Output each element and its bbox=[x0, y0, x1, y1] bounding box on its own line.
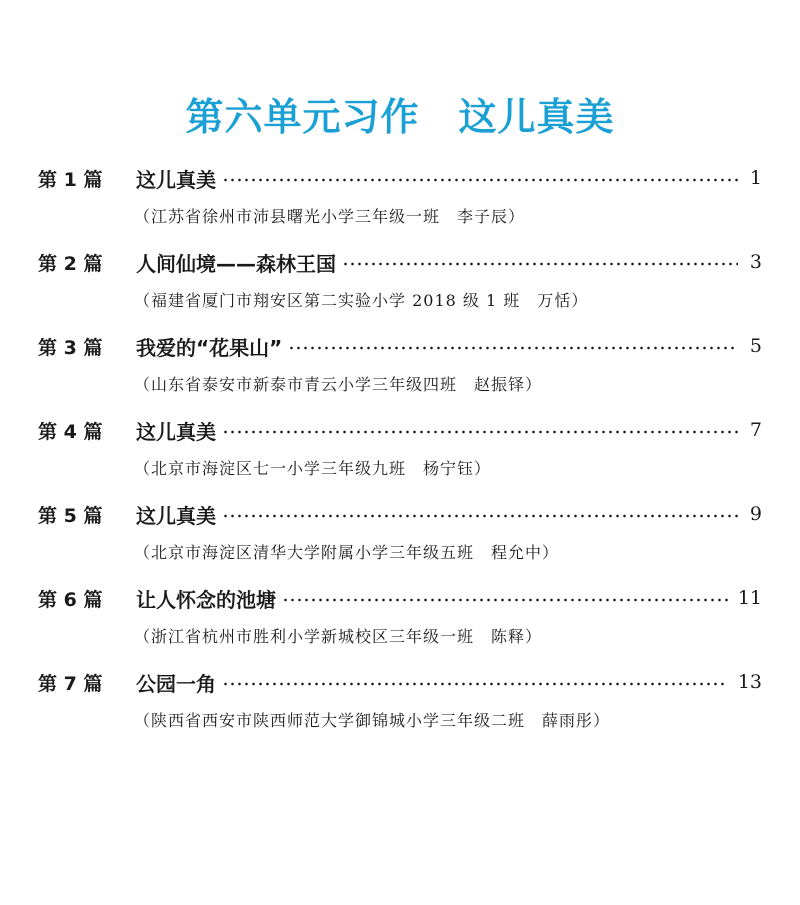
entry-label: 第 2 篇 bbox=[38, 252, 103, 275]
entry-label: 第 7 篇 bbox=[38, 672, 103, 695]
toc-entry-6[interactable] bbox=[0, 580, 800, 664]
entry-author: （浙江省杭州市胜利小学新城校区三年级一班 陈释） bbox=[134, 627, 543, 646]
entry-page-number: 13 bbox=[737, 671, 762, 693]
dot-leader bbox=[342, 262, 738, 266]
toc-entry-7[interactable] bbox=[0, 664, 800, 748]
toc-entry-4[interactable] bbox=[0, 412, 800, 496]
dot-leader bbox=[282, 598, 728, 602]
dot-leader bbox=[222, 178, 738, 182]
toc-entry-2[interactable] bbox=[0, 244, 800, 328]
entry-page-number: 1 bbox=[749, 167, 762, 189]
entry-title[interactable]: 让人怀念的池塘 bbox=[136, 587, 276, 612]
dot-leader bbox=[222, 682, 728, 686]
toc-entry-line bbox=[38, 328, 762, 364]
entry-page-number: 7 bbox=[749, 419, 762, 441]
entry-author: （陕西省西安市陕西师范大学御锦城小学三年级二班 薛雨彤） bbox=[134, 711, 611, 730]
entry-label: 第 4 篇 bbox=[38, 420, 103, 443]
entry-page-number: 5 bbox=[749, 335, 762, 357]
toc-entry-line bbox=[38, 664, 762, 700]
toc-entry-5[interactable] bbox=[0, 496, 800, 580]
entry-label: 第 5 篇 bbox=[38, 504, 103, 527]
entry-page-number: 3 bbox=[749, 251, 762, 273]
toc-entry-line bbox=[38, 580, 762, 616]
entry-author: （北京市海淀区清华大学附属小学三年级五班 程允中） bbox=[134, 543, 560, 562]
entry-page-number: 9 bbox=[749, 503, 762, 525]
dot-leader bbox=[222, 514, 738, 518]
entry-author: （山东省泰安市新泰市青云小学三年级四班 赵振铎） bbox=[134, 375, 543, 394]
entry-title[interactable]: 我爱的“花果山” bbox=[136, 335, 283, 360]
entry-page-number: 11 bbox=[737, 587, 762, 609]
entry-title[interactable]: 人间仙境——森林王国 bbox=[136, 251, 336, 276]
entry-label: 第 1 篇 bbox=[38, 168, 103, 191]
entry-label: 第 3 篇 bbox=[38, 336, 103, 359]
dot-leader bbox=[288, 346, 738, 350]
page-title: 第六单元习作 这儿真美 bbox=[185, 95, 615, 139]
toc-entry-line bbox=[38, 496, 762, 532]
toc-entry-1[interactable] bbox=[0, 160, 800, 244]
entry-author: （福建省厦门市翔安区第二实验小学 2018 级 1 班 万恬） bbox=[134, 291, 589, 310]
entry-label: 第 6 篇 bbox=[38, 588, 103, 611]
entry-author: （北京市海淀区七一小学三年级九班 杨宁钰） bbox=[134, 459, 492, 478]
toc-entry-line bbox=[38, 244, 762, 280]
entry-title[interactable]: 这儿真美 bbox=[136, 167, 216, 192]
toc-entry-3[interactable] bbox=[0, 328, 800, 412]
entry-title[interactable]: 这儿真美 bbox=[136, 419, 216, 444]
toc-entry-line bbox=[38, 412, 762, 448]
entry-author: （江苏省徐州市沛县曙光小学三年级一班 李子辰） bbox=[134, 207, 526, 226]
entry-title[interactable]: 这儿真美 bbox=[136, 503, 216, 528]
dot-leader bbox=[222, 430, 738, 434]
toc-entry-line bbox=[38, 160, 762, 196]
entry-title[interactable]: 公园一角 bbox=[136, 671, 216, 696]
